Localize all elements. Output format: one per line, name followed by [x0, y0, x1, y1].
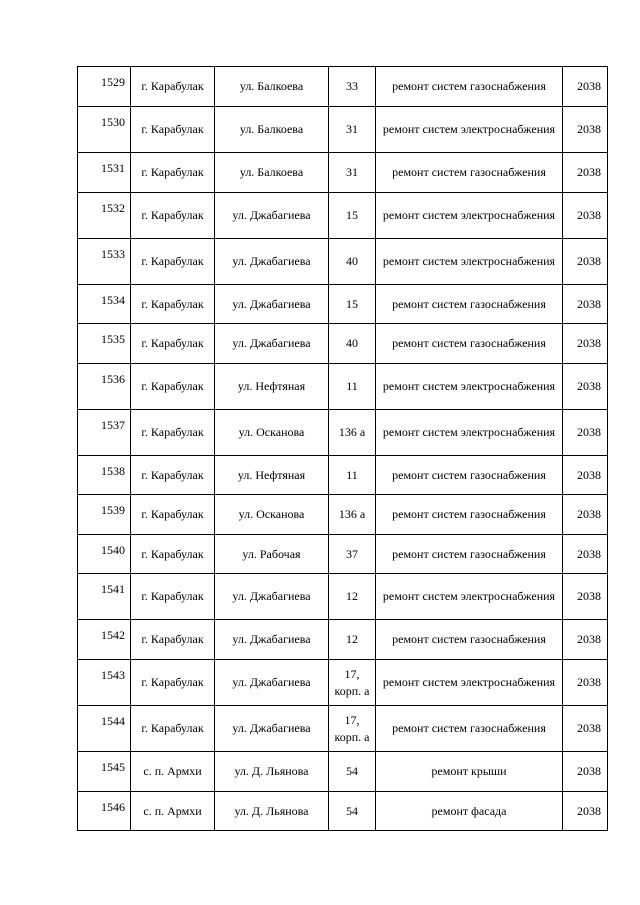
row-number: 1535: [78, 324, 131, 364]
table-row: [78, 660, 608, 706]
locality-cell: г. Карабулак: [131, 153, 215, 193]
locality-cell: г. Карабулак: [131, 660, 215, 706]
house-cell: 12: [329, 574, 376, 620]
house-cell: 17, корп. а: [329, 706, 376, 752]
row-number: 1536: [78, 364, 131, 410]
work-type-cell: ремонт систем электроснабжения: [376, 193, 563, 239]
house-cell: 33: [329, 67, 376, 107]
work-type-cell: ремонт систем газоснабжения: [376, 153, 563, 193]
row-number: 1546: [78, 792, 131, 831]
street-cell: ул. Балкоева: [215, 107, 329, 153]
work-type-cell: ремонт систем электроснабжения: [376, 660, 563, 706]
locality-cell: г. Карабулак: [131, 410, 215, 456]
work-type-cell: ремонт фасада: [376, 792, 563, 831]
table-row: [78, 107, 608, 153]
street-cell: ул. Балкоева: [215, 67, 329, 107]
house-cell: 37: [329, 535, 376, 574]
table-row: [78, 364, 608, 410]
locality-cell: г. Карабулак: [131, 67, 215, 107]
year-cell: 2038: [563, 364, 608, 410]
house-cell: 136 а: [329, 410, 376, 456]
street-cell: ул. Рабочая: [215, 535, 329, 574]
street-cell: ул. Балкоева: [215, 153, 329, 193]
table-row: [78, 495, 608, 535]
table-row: [78, 239, 608, 285]
row-number: 1533: [78, 239, 131, 285]
row-number: 1531: [78, 153, 131, 193]
street-cell: ул. Джабагиева: [215, 660, 329, 706]
street-cell: ул. Джабагиева: [215, 285, 329, 324]
house-cell: 31: [329, 107, 376, 153]
row-number: 1529: [78, 67, 131, 107]
table-row: [78, 752, 608, 792]
locality-cell: г. Карабулак: [131, 107, 215, 153]
street-cell: ул. Д. Льянова: [215, 792, 329, 831]
locality-cell: г. Карабулак: [131, 456, 215, 495]
work-type-cell: ремонт систем газоснабжения: [376, 324, 563, 364]
locality-cell: г. Карабулак: [131, 324, 215, 364]
row-number: 1530: [78, 107, 131, 153]
locality-cell: г. Карабулак: [131, 285, 215, 324]
house-cell: 15: [329, 193, 376, 239]
work-type-cell: ремонт систем электроснабжения: [376, 107, 563, 153]
year-cell: 2038: [563, 792, 608, 831]
house-cell: 54: [329, 792, 376, 831]
work-type-cell: ремонт систем газоснабжения: [376, 535, 563, 574]
locality-cell: г. Карабулак: [131, 535, 215, 574]
street-cell: ул. Джабагиева: [215, 239, 329, 285]
street-cell: ул. Д. Льянова: [215, 752, 329, 792]
capital-repair-register-table: [77, 66, 608, 831]
year-cell: 2038: [563, 107, 608, 153]
year-cell: 2038: [563, 193, 608, 239]
year-cell: 2038: [563, 153, 608, 193]
year-cell: 2038: [563, 574, 608, 620]
row-number: 1545: [78, 752, 131, 792]
year-cell: 2038: [563, 535, 608, 574]
street-cell: ул. Джабагиева: [215, 574, 329, 620]
row-number: 1537: [78, 410, 131, 456]
year-cell: 2038: [563, 660, 608, 706]
row-number: 1538: [78, 456, 131, 495]
table-row: [78, 410, 608, 456]
street-cell: ул. Осканова: [215, 495, 329, 535]
locality-cell: г. Карабулак: [131, 239, 215, 285]
table-row: [78, 67, 608, 107]
table-row: [78, 620, 608, 660]
locality-cell: с. п. Армхи: [131, 792, 215, 831]
work-type-cell: ремонт систем газоснабжения: [376, 620, 563, 660]
table-row: [78, 574, 608, 620]
work-type-cell: ремонт систем электроснабжения: [376, 574, 563, 620]
work-type-cell: ремонт систем газоснабжения: [376, 456, 563, 495]
table-row: [78, 792, 608, 831]
house-cell: 54: [329, 752, 376, 792]
year-cell: 2038: [563, 706, 608, 752]
work-type-cell: ремонт систем газоснабжения: [376, 706, 563, 752]
year-cell: 2038: [563, 495, 608, 535]
year-cell: 2038: [563, 620, 608, 660]
row-number: 1544: [78, 706, 131, 752]
work-type-cell: ремонт систем электроснабжения: [376, 410, 563, 456]
street-cell: ул. Нефтяная: [215, 364, 329, 410]
table-row: [78, 324, 608, 364]
work-type-cell: ремонт систем электроснабжения: [376, 239, 563, 285]
year-cell: 2038: [563, 410, 608, 456]
table-row: [78, 456, 608, 495]
row-number: 1542: [78, 620, 131, 660]
year-cell: 2038: [563, 285, 608, 324]
locality-cell: с. п. Армхи: [131, 752, 215, 792]
table-row: [78, 153, 608, 193]
year-cell: 2038: [563, 239, 608, 285]
row-number: 1532: [78, 193, 131, 239]
house-cell: 136 а: [329, 495, 376, 535]
locality-cell: г. Карабулак: [131, 193, 215, 239]
year-cell: 2038: [563, 752, 608, 792]
house-cell: 15: [329, 285, 376, 324]
year-cell: 2038: [563, 324, 608, 364]
table-row: [78, 285, 608, 324]
table-row: [78, 706, 608, 752]
house-cell: 17, корп. а: [329, 660, 376, 706]
house-cell: 31: [329, 153, 376, 193]
locality-cell: г. Карабулак: [131, 620, 215, 660]
row-number: 1543: [78, 660, 131, 706]
work-type-cell: ремонт систем газоснабжения: [376, 285, 563, 324]
work-type-cell: ремонт крыши: [376, 752, 563, 792]
street-cell: ул. Джабагиева: [215, 193, 329, 239]
row-number: 1541: [78, 574, 131, 620]
work-type-cell: ремонт систем электроснабжения: [376, 364, 563, 410]
row-number: 1539: [78, 495, 131, 535]
locality-cell: г. Карабулак: [131, 364, 215, 410]
house-cell: 12: [329, 620, 376, 660]
house-cell: 40: [329, 239, 376, 285]
locality-cell: г. Карабулак: [131, 574, 215, 620]
row-number: 1534: [78, 285, 131, 324]
locality-cell: г. Карабулак: [131, 495, 215, 535]
work-type-cell: ремонт систем газоснабжения: [376, 67, 563, 107]
row-number: 1540: [78, 535, 131, 574]
street-cell: ул. Джабагиева: [215, 324, 329, 364]
street-cell: ул. Нефтяная: [215, 456, 329, 495]
year-cell: 2038: [563, 456, 608, 495]
house-cell: 40: [329, 324, 376, 364]
street-cell: ул. Осканова: [215, 410, 329, 456]
locality-cell: г. Карабулак: [131, 706, 215, 752]
table-row: [78, 535, 608, 574]
table-row: [78, 193, 608, 239]
work-type-cell: ремонт систем газоснабжения: [376, 495, 563, 535]
house-cell: 11: [329, 364, 376, 410]
street-cell: ул. Джабагиева: [215, 620, 329, 660]
street-cell: ул. Джабагиева: [215, 706, 329, 752]
year-cell: 2038: [563, 67, 608, 107]
house-cell: 11: [329, 456, 376, 495]
